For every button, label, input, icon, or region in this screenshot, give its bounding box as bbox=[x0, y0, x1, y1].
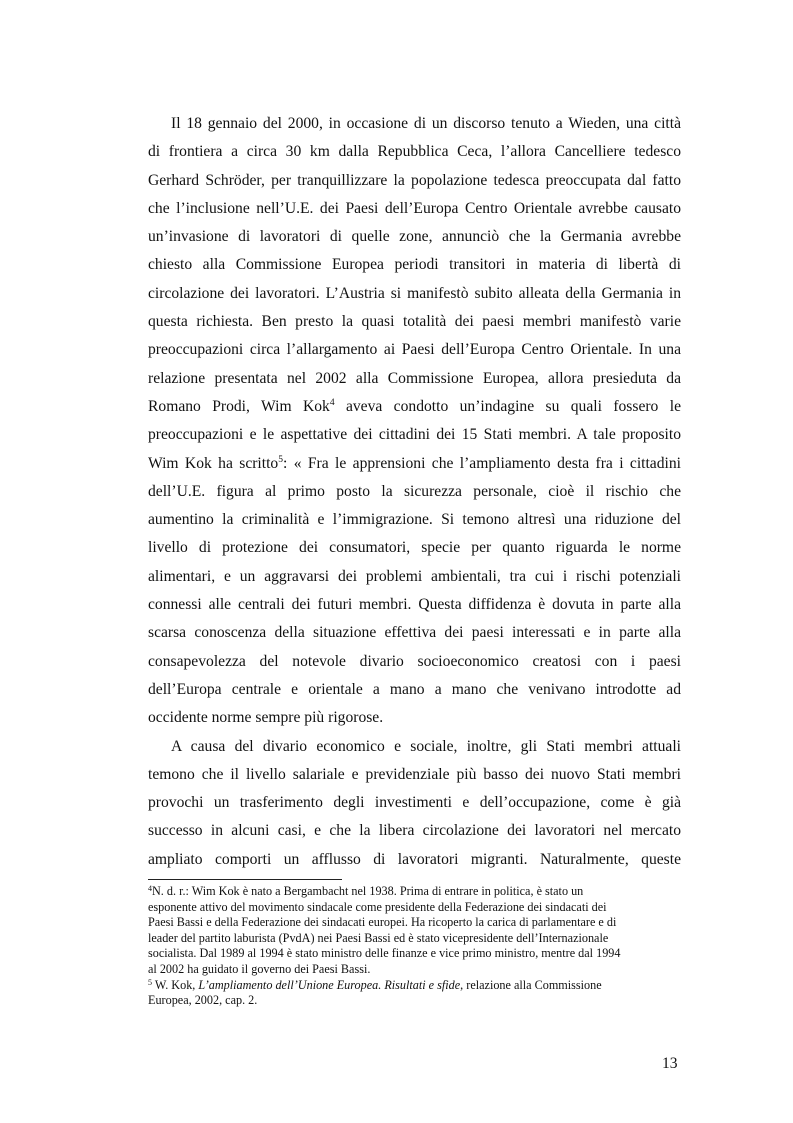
footnote-4-line: al 2002 ha guidato il governo dei Paesi Bassi. bbox=[148, 961, 371, 976]
footnote-4-line: socialista. Dal 1989 al 1994 è stato ministro delle finanze e vice primo ministro, mentre dal 1994 bbox=[148, 946, 621, 961]
body-line: livello di protezione dei consumatori, specie per quanto riguarda le norme bbox=[148, 539, 681, 557]
body-line: questa richiesta. Ben presto la quasi totalità dei paesi membri manifestò varie bbox=[148, 313, 681, 331]
body-line: circolazione dei lavoratori. L’Austria si manifestò subito alleata della Germania in bbox=[148, 284, 681, 302]
body-line: preoccupazioni circa l’allargamento ai Paesi dell’Europa Centro Orientale. In una bbox=[148, 341, 681, 359]
body-line: scarsa conoscenza della situazione effettiva dei paesi interessati e in parte alla bbox=[148, 624, 681, 642]
body-line: chiesto alla Commissione Europea periodi transitori in materia di libertà di bbox=[148, 256, 681, 274]
footnote-4-line: esponente attivo del movimento sindacale come presidente della Federazione dei sindacati dei bbox=[148, 899, 607, 914]
body-line: aumentino la criminalità e l’immigrazione. Si temono altresì una riduzione del bbox=[148, 511, 681, 529]
body-line-with-footnote-ref bbox=[148, 450, 681, 478]
footnote-5-line: Europea, 2002, cap. 2. bbox=[148, 993, 258, 1008]
body-line-tail: aveva condotto un’indagine su quali fossero le bbox=[334, 397, 681, 415]
footnote-title: L’ampliamento dell’Unione Europea. Risultati e sfide bbox=[198, 977, 461, 992]
body-line: alimentari, e un aggravarsi dei problemi ambientali, tra cui i rischi potenziali bbox=[148, 567, 681, 585]
body-line-tail: : « Fra le apprensioni che l’ampliamento desta fra i cittadini bbox=[282, 454, 681, 472]
footnote-5-line bbox=[148, 978, 688, 994]
footnote-4-line: leader del partito laburista (PvdA) nei Paesi Bassi ed è stato vicepresidente dell’Internazionale bbox=[148, 930, 609, 945]
body-line: temono che il livello salariale e previdenziale più basso dei nuovo Stati membri bbox=[148, 765, 681, 783]
body-text bbox=[148, 110, 681, 874]
body-line: relazione presentata nel 2002 alla Commissione Europea, allora presieduta da bbox=[148, 369, 681, 387]
body-line: preoccupazioni e le aspettative dei cittadini dei 15 Stati membri. A tale proposito bbox=[148, 426, 681, 444]
body-line-with-footnote-ref bbox=[148, 393, 681, 421]
footnote-4-line: Paesi Bassi e della Federazione dei sindacati europei. Ha ricoperto la carica di parlamentare e di bbox=[148, 915, 617, 930]
body-line: dell’U.E. figura al primo posto la sicurezza personale, cioè il rischio che bbox=[148, 482, 681, 500]
page-number: 13 bbox=[662, 1055, 678, 1072]
body-line-head: Wim Kok ha scritto bbox=[148, 454, 279, 472]
body-line: connessi alle centrali dei futuri membri. Questa diffidenza è dovuta in parte alla bbox=[148, 596, 681, 614]
body-line: di frontiera a circa 30 km dalla Repubblica Ceca, l’allora Cancelliere tedesco bbox=[148, 143, 681, 161]
footnotes bbox=[148, 884, 688, 1009]
body-line: consapevolezza del notevole divario socioeconomico creatosi con i paesi bbox=[148, 652, 681, 670]
footnote-ref-4[interactable]: 4 bbox=[329, 397, 335, 408]
footnote-text: N. d. r.: Wim Kok è nato a Bergambacht nel 1938. Prima di entrare in politica, è stato un bbox=[152, 884, 584, 898]
body-line: occidente norme sempre più rigorose. bbox=[148, 709, 384, 727]
body-line: Gerhard Schröder, per tranquillizzare la popolazione tedesca preoccupata dal fatto bbox=[148, 171, 681, 189]
body-line: dell’Europa centrale e orientale a mano a mano che venivano introdotte ad bbox=[148, 680, 681, 698]
footnote-separator bbox=[148, 879, 342, 880]
footnote-marker: 5 bbox=[148, 977, 152, 987]
body-line: un’invasione di lavoratori di quelle zone, annunciò che la Germania avrebbe bbox=[148, 228, 681, 246]
body-line-head: Romano Prodi, Wim Kok bbox=[148, 397, 330, 415]
body-line: che l’inclusione nell’U.E. dei Paesi dell’Europa Centro Orientale avrebbe causato bbox=[148, 199, 681, 217]
footnote-ref-5[interactable]: 5 bbox=[278, 454, 283, 465]
footnote-text: , relazione alla Commissione bbox=[460, 977, 602, 992]
body-line: ampliato comporti un afflusso di lavoratori migranti. Naturalmente, queste bbox=[148, 850, 681, 868]
footnote-marker: 4 bbox=[148, 884, 152, 893]
body-line: provochi un trasferimento degli investimenti e dell’occupazione, come è già bbox=[148, 794, 681, 812]
body-line: successo in alcuni casi, e che la libera circolazione dei lavoratori nel mercato bbox=[148, 822, 681, 840]
body-line: A causa del divario economico e sociale, inoltre, gli Stati membri attuali bbox=[171, 737, 681, 755]
footnote-4-line bbox=[148, 884, 688, 900]
body-line: Il 18 gennaio del 2000, in occasione di un discorso tenuto a Wieden, una città bbox=[171, 115, 681, 132]
footnote-author: W. Kok, bbox=[152, 977, 199, 992]
